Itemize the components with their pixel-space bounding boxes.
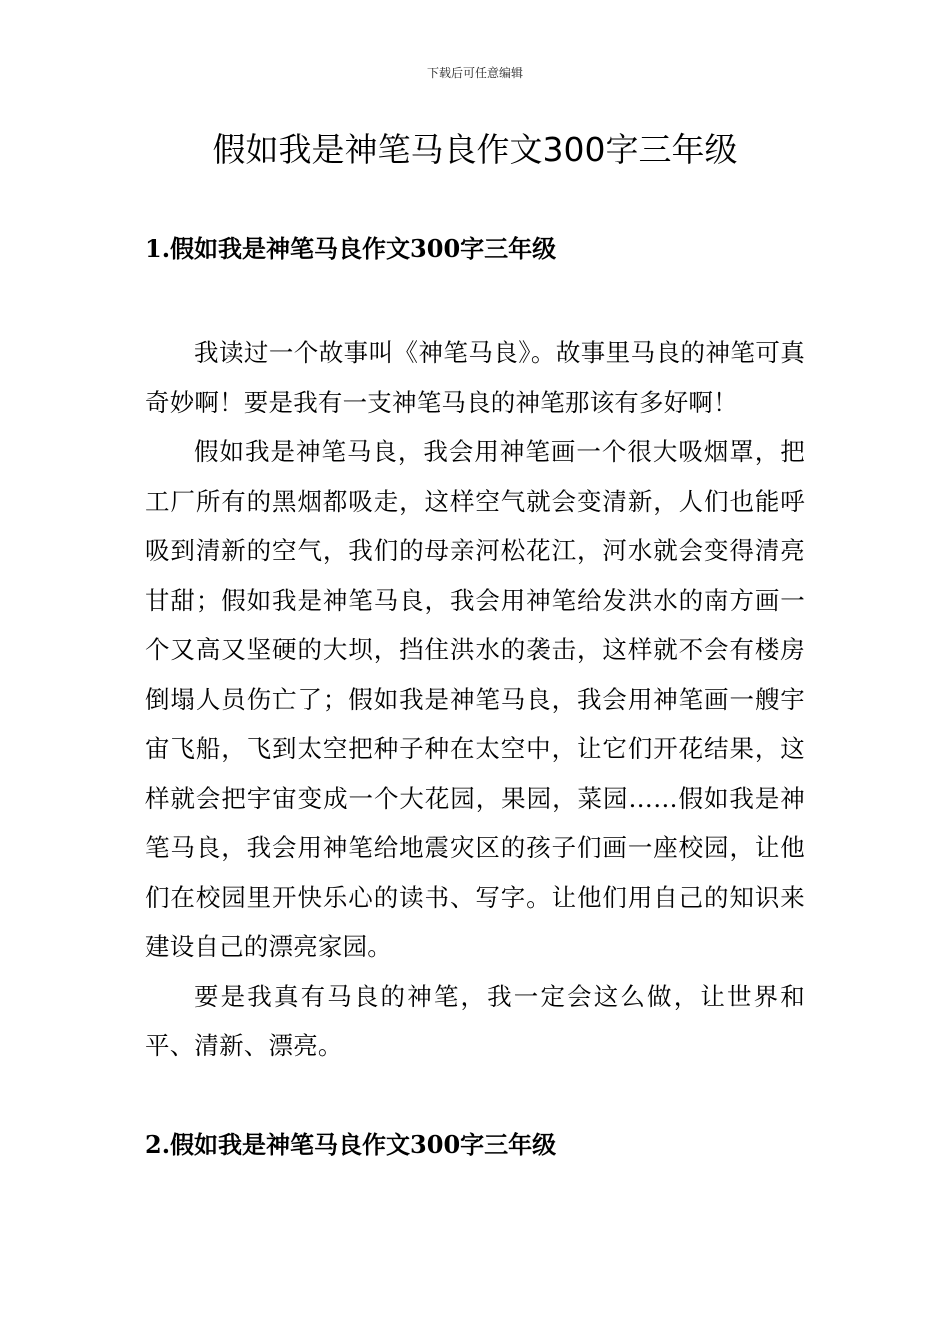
paragraph-1: 我读过一个故事叫《神笔马良》。故事里马良的神笔可真奇妙啊！要是我有一支神笔马良的神笔那该有多好啊！ — [145, 338, 805, 417]
section-1-body — [145, 328, 805, 1071]
document-title: 假如我是神笔马良作文300字三年级 — [212, 130, 738, 169]
paragraph-2: 假如我是神笔马良，我会用神笔画一个很大吸烟罩，把工厂所有的黑烟都吸走，这样空气就会变清新，人们也能呼吸到清新的空气，我们的母亲河松花江，河水就会变得清亮甘甜；假如我是神笔马良，我会用神笔给发洪水的南方画一个又高又坚硬的大坝，挡住洪水的袭击，这样就不会有楼房倒塌人员伤亡了；假如我是神笔马良，我会用神笔画一艘宇宙飞船，飞到太空把种子种在太空中，让它们开花结果，这样就会把宇宙变成一个大花园，果园，菜园……假如我是神笔马良，我会用神笔给地震灾区的孩子们画一座校园，让他们在校园里开快乐心的读书、写字。让他们用自己的知识来建设自己的漂亮家园。 — [145, 437, 805, 961]
paragraph-3: 要是我真有马良的神笔，我一定会这么做，让世界和平、清新、漂亮。 — [145, 981, 805, 1060]
section-2-heading: 2.假如我是神笔马良作文300字三年级 — [145, 1130, 557, 1159]
section-1-heading: 1.假如我是神笔马良作文300字三年级 — [145, 234, 557, 263]
page-header-note: 下载后可任意编辑 — [426, 66, 523, 80]
